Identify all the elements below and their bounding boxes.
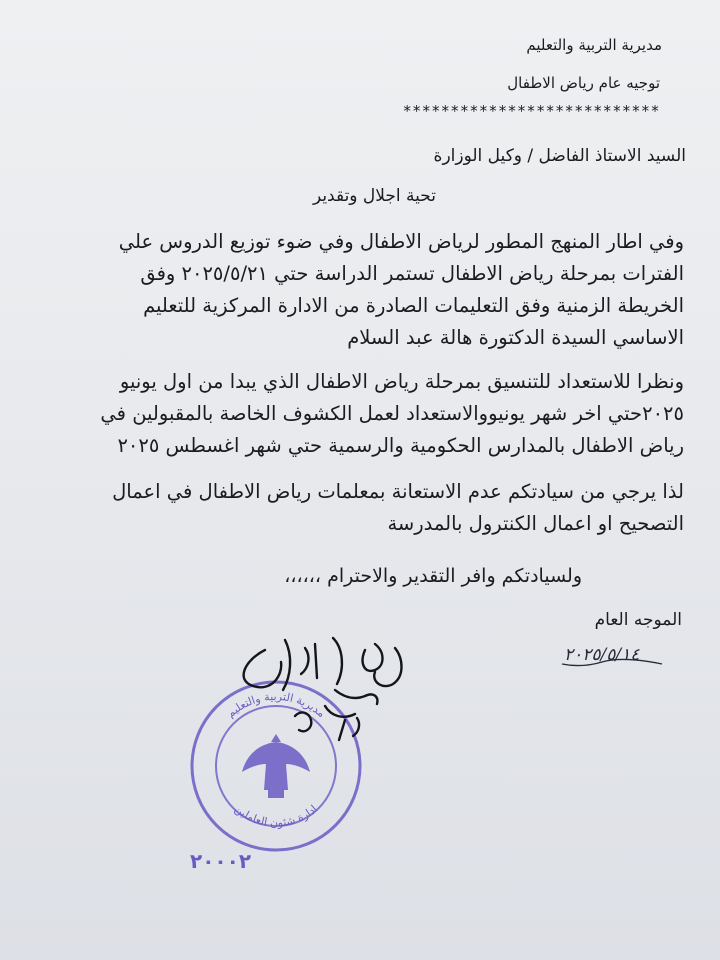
recipient-line: السيد الاستاذ الفاضل / وكيل الوزارة (433, 146, 686, 166)
paragraph1-line: الاساسي السيدة الدكتورة هالة عبد السلام (347, 326, 684, 349)
greeting-line: تحية اجلال وتقدير (312, 186, 436, 206)
signature (225, 620, 445, 760)
directorate-name: مديرية التربية والتعليم (526, 36, 662, 54)
handwritten-date (560, 640, 670, 670)
paragraph2-line: ٢٠٢٥حتي اخر شهر يونيووالاستعداد لعمل الكشوف الخاصة بالمقبولين في (100, 402, 684, 425)
paragraph2-line: ونظرا للاستعداد للتنسيق بمرحلة رياض الاطفال الذي يبدا من اول يونيو (119, 370, 684, 393)
handwritten-date-text: ٢٠٢٥/٥/١٤ (564, 645, 640, 665)
closing-line: ولسيادتكم وافر التقدير والاحترام ،،،،،، (284, 565, 582, 587)
paragraph3-line: التصحيح او اعمال الكنترول بالمدرسة (387, 512, 684, 535)
paragraph1-line: وفي اطار المنهج المطور لرياض الاطفال وفي ضوء توزيع الدروس علي (118, 230, 684, 253)
stamp-serial-text: ٢٠٠٠٢ (190, 849, 252, 873)
stamp-serial (186, 842, 286, 878)
paragraph3-line: لذا يرجي من سيادتكم عدم الاستعانة بمعلمات رياض الاطفال في اعمال (112, 480, 684, 503)
department-name: توجيه عام رياض الاطفال (507, 74, 660, 92)
header-separator: *************************** (402, 102, 660, 120)
paragraph1-line: الخريطة الزمنية وفق التعليمات الصادرة من الادارة المركزية للتعليم (143, 294, 684, 317)
stamp-ring-text: مديرية التربية والتعليم (224, 689, 328, 721)
paragraph2-line: رياض الاطفال بالمدارس الحكومية والرسمية حتي شهر اغسطس ٢٠٢٥ (117, 434, 684, 457)
stamp-bottom-text: ادارة شئون العاملين (232, 802, 320, 830)
signatory-title: الموجه العام (594, 610, 682, 630)
paragraph1-line: الفترات بمرحلة رياض الاطفال تستمر الدراسة حتي ٢٠٢٥/٥/٢١ وفق (140, 262, 684, 285)
